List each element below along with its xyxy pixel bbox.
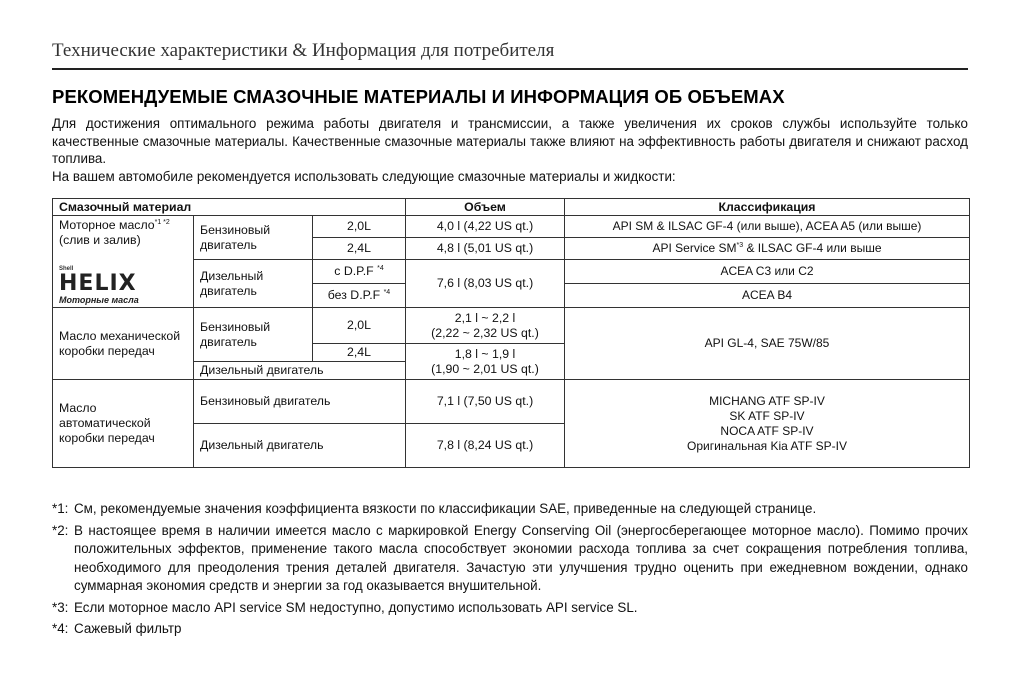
manual-trans-name: Масло механической коробки передач (53, 308, 194, 380)
footnote (52, 522, 968, 596)
variant-without-dpf (313, 284, 406, 308)
intro-text (52, 115, 968, 185)
volume-cell (406, 308, 565, 344)
engine-oil-name: Моторное масло (59, 217, 155, 232)
footnote-text: Сажевый фильтр (74, 621, 182, 636)
engine-oil-diesel-label: Дизельный двигатель (194, 260, 313, 308)
volume-line: 1,8 l ~ 1,9 l (454, 346, 516, 361)
shell-helix-logo (59, 266, 159, 306)
class-text: API Service SM (652, 241, 737, 255)
auto-trans-name: Масло автоматической коробки передач (53, 380, 194, 468)
volume-cell (406, 344, 565, 380)
engine-oil-petrol-label: Бензиновый двигатель (194, 216, 313, 260)
auto-petrol-label: Бензиновый двигатель (194, 380, 406, 424)
volume-cell: 4,8 l (5,01 US qt.) (406, 238, 565, 260)
footnote-mark: *1: (52, 501, 69, 516)
volume-line: (1,90 ~ 2,01 US qt.) (431, 361, 539, 376)
displacement-2-4: 2,4L (313, 238, 406, 260)
footnote (52, 500, 968, 519)
volume-line: 2,1 l ~ 2,2 l (454, 310, 516, 325)
header-material: Смазочный материал (53, 199, 406, 216)
displacement-2-0: 2,0L (313, 308, 406, 344)
running-header: Технические характеристики & Информация для потребителя (52, 38, 968, 70)
classification-cell: ACEA B4 (565, 284, 970, 308)
table-row (53, 216, 970, 238)
volume-cell: 7,1 l (7,50 US qt.) (406, 380, 565, 424)
volume-line: (2,22 ~ 2,32 US qt.) (431, 325, 539, 340)
volume-cell: 7,8 l (8,24 US qt.) (406, 424, 565, 468)
logo-word: HELIX (59, 270, 137, 296)
displacement-2-0: 2,0L (313, 216, 406, 238)
classification-cell: API GL-4, SAE 75W/85 (565, 308, 970, 380)
classification-cell: ACEA C3 или C2 (565, 260, 970, 284)
footnotes (52, 500, 968, 639)
footnote-mark: *4: (52, 621, 69, 636)
classification-cell: API SM & ILSAC GF-4 (или выше), ACEA A5 (или выше) (565, 216, 970, 238)
engine-oil-drain-fill: (слив и залив) (59, 232, 141, 247)
logo-brand: Shell (59, 265, 74, 272)
footnote-mark: *3 (736, 242, 744, 249)
manual-diesel-label: Дизельный двигатель (194, 362, 406, 380)
classification-cell (565, 238, 970, 260)
section-title: РЕКОМЕНДУЕМЫЕ СМАЗОЧНЫЕ МАТЕРИАЛЫ И ИНФОРМАЦИЯ ОБ ОБЪЕМАХ (52, 86, 785, 107)
lubricants-table (52, 198, 970, 468)
atf-spec: SK ATF SP-IV (729, 408, 805, 423)
variant-label: с D.P.F (334, 264, 374, 278)
auto-diesel-label: Дизельный двигатель (194, 424, 406, 468)
table-row (53, 308, 970, 344)
footnote-mark: *2: (52, 522, 69, 538)
volume-cell: 7,6 l (8,03 US qt.) (406, 260, 565, 308)
header-volume: Объем (406, 199, 565, 216)
intro-paragraph: Для достижения оптимального режима работы двигателя и трансмиссии, а также увеличения их сроков службы используйте только качественные смазочные материалы. Качественные смазочные материалы также влияют на эффективность работы двигателя и снижают расход топлива. (52, 116, 968, 166)
variant-label: без D.P.F (327, 288, 381, 302)
displacement-2-4: 2,4L (313, 344, 406, 362)
atf-spec: Оригинальная Kia ATF SP-IV (687, 438, 847, 453)
footnote-text: Если моторное масло API service SM недоступно, допустимо использовать API service SL. (74, 599, 638, 615)
class-text-suffix: & ILSAC GF-4 или выше (743, 241, 882, 255)
manual-petrol-label: Бензиновый двигатель (194, 308, 313, 362)
footnote-text: В настоящее время в наличии имеется масло с маркировкой Energy Conserving Oil (энергосберегающее моторное масло). Помимо прочих положительных эффектов, применение такого масла способствует экономии расхода топлива за счет сокращения потребления топлива, необходимого для преодоления трения деталей двигателя. Зачастую эти улучшения трудно оценить при ежедневном вождении, однако суммарная экономия средств и энергии за год оказывается внушительной. (74, 522, 968, 593)
logo-tagline: Моторные масла (59, 294, 139, 305)
engine-oil-cell (53, 216, 194, 308)
atf-spec: NOCA ATF SP-IV (720, 423, 814, 438)
atf-spec: MICHANG ATF SP-IV (709, 393, 825, 408)
footnote-text: См, рекомендуемые значения коэффициента вязкости по классификации SAE, приведенные на следующей странице. (74, 501, 817, 516)
table-row (53, 380, 970, 424)
classification-cell (565, 380, 970, 468)
header-classification: Классификация (565, 199, 970, 216)
variant-with-dpf (313, 260, 406, 284)
intro-paragraph-2: На вашем автомобиле рекомендуется использовать следующие смазочные материалы и жидкости: (52, 168, 676, 184)
footnote-mark: *4 (377, 264, 384, 272)
table-header-row (53, 199, 970, 216)
footnote-mark: *3: (52, 599, 69, 615)
footnote (52, 620, 968, 639)
footnote-mark: *4 (383, 288, 391, 296)
volume-cell: 4,0 l (4,22 US qt.) (406, 216, 565, 238)
footnote (52, 599, 968, 618)
engine-oil-footnote-marks: *1 *2 (154, 218, 170, 226)
